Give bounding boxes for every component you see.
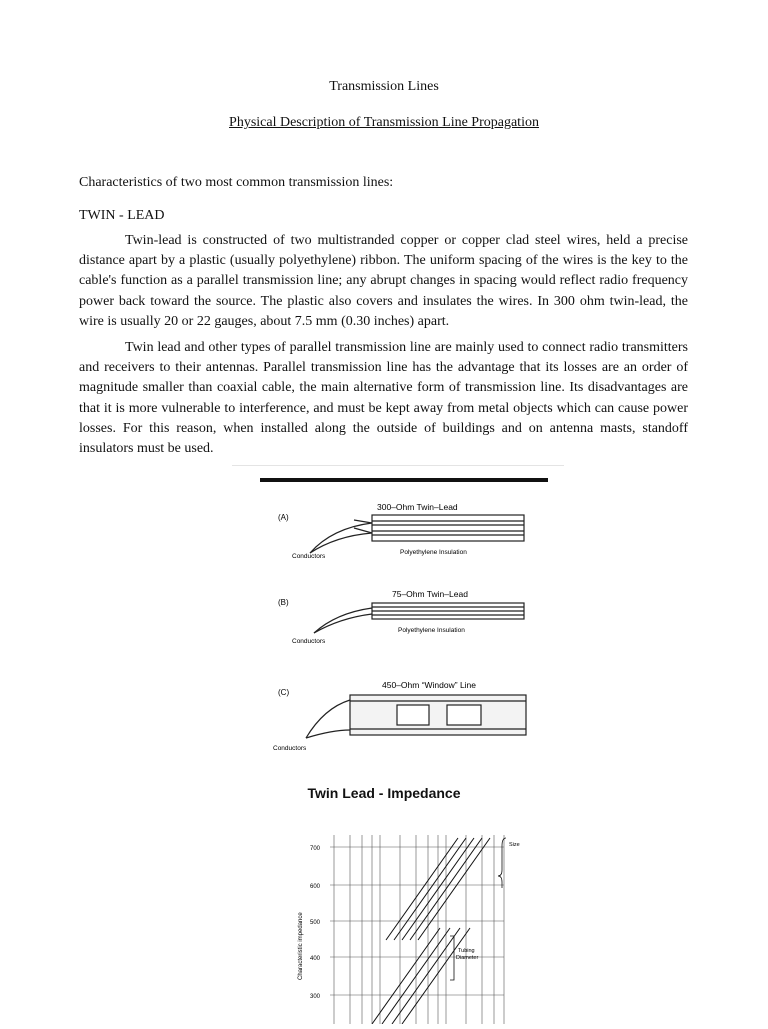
panel-a-leader-2	[310, 533, 372, 553]
ytick-400: 400	[310, 956, 321, 962]
section-heading: TWIN - LEAD	[79, 208, 165, 223]
panel-b-title: 75–Ohm Twin–Lead	[392, 589, 468, 599]
panel-a	[310, 515, 524, 553]
panel-a-letter: (A)	[278, 513, 289, 522]
impedance-chart	[290, 830, 540, 1024]
intro-text: Characteristics of two most common transmission lines:	[79, 175, 394, 190]
panel-a-ribbon	[372, 515, 524, 541]
ytick-500: 500	[310, 920, 321, 926]
chart-size-lines	[372, 838, 490, 1024]
panel-a-conductors: Conductors	[292, 553, 326, 560]
panel-b-conductors: Conductors	[292, 638, 326, 645]
impedance-chart-svg	[290, 830, 540, 1024]
panel-b-letter: (B)	[278, 598, 289, 607]
tubing-label-2: Diameter	[456, 955, 479, 961]
panel-c-conductors: Conductors	[273, 745, 307, 752]
ytick-700: 700	[310, 846, 321, 852]
panel-b-leader-2	[314, 614, 372, 633]
paragraph-twin-lead-construction	[79, 231, 688, 332]
ytick-600: 600	[310, 884, 321, 890]
page-title: Transmission Lines	[329, 79, 439, 94]
tubing-label-1: Tubing	[458, 948, 475, 954]
panel-c-window-2	[447, 705, 481, 725]
paragraph-1-text: Twin-lead is constructed of two multistranded copper or copper clad steel wires, held a precise distance apart by a plastic (usually polyethylene) ribbon. The uniform spacing of the wires is the key to the cable's function as a parallel transmission line; any abrupt changes in spacing would reflect radio frequency power back toward the source. The plastic also covers and insulates the wires. In 300 ohm twin-lead, the wire is usually 20 or 22 gauges, about 7.5 mm (0.30 inches) apart.	[79, 233, 688, 329]
panel-c-leader-2	[306, 730, 350, 738]
page-subtitle: Physical Description of Transmission Line Propagation	[229, 115, 539, 130]
panel-c-window-1	[397, 705, 429, 725]
panel-c-letter: (C)	[278, 688, 290, 697]
panel-a-insulation: Polyethylene Insulation	[400, 549, 467, 556]
size-bracket	[498, 838, 506, 888]
ytick-300: 300	[310, 994, 321, 1000]
paragraph-twin-lead-usage	[79, 338, 688, 459]
panel-a-title: 300–Ohm Twin–Lead	[377, 502, 458, 512]
panel-a-leader-1	[310, 523, 372, 553]
figure-divider	[232, 465, 564, 466]
twin-lead-figure	[252, 468, 564, 773]
panel-b-insulation: Polyethylene Insulation	[398, 627, 465, 634]
panel-c-title: 450–Ohm “Window” Line	[382, 680, 477, 690]
twin-lead-diagram	[252, 468, 564, 773]
chart-title: Twin Lead - Impedance	[307, 785, 461, 801]
tubing-bracket	[450, 936, 454, 980]
panel-c	[306, 695, 526, 738]
chart-ylabel: Characteristic impedance	[298, 912, 304, 980]
figure-top-bar	[260, 478, 548, 482]
paragraph-2-text: Twin lead and other types of parallel transmission line are mainly used to connect radio transmitters and receivers to their antennas. Parallel transmission line has the advantage that its losses are an order of magnitude smaller than coaxial cable, the main alternative form of transmission line. Its disadvantages are that it is more vulnerable to interference, and must be kept away from metal objects which can cause power losses. For this reason, when installed along the outside of buildings and on antenna masts, standoff insulators must be used.	[79, 340, 688, 457]
size-label: Size	[509, 842, 520, 848]
